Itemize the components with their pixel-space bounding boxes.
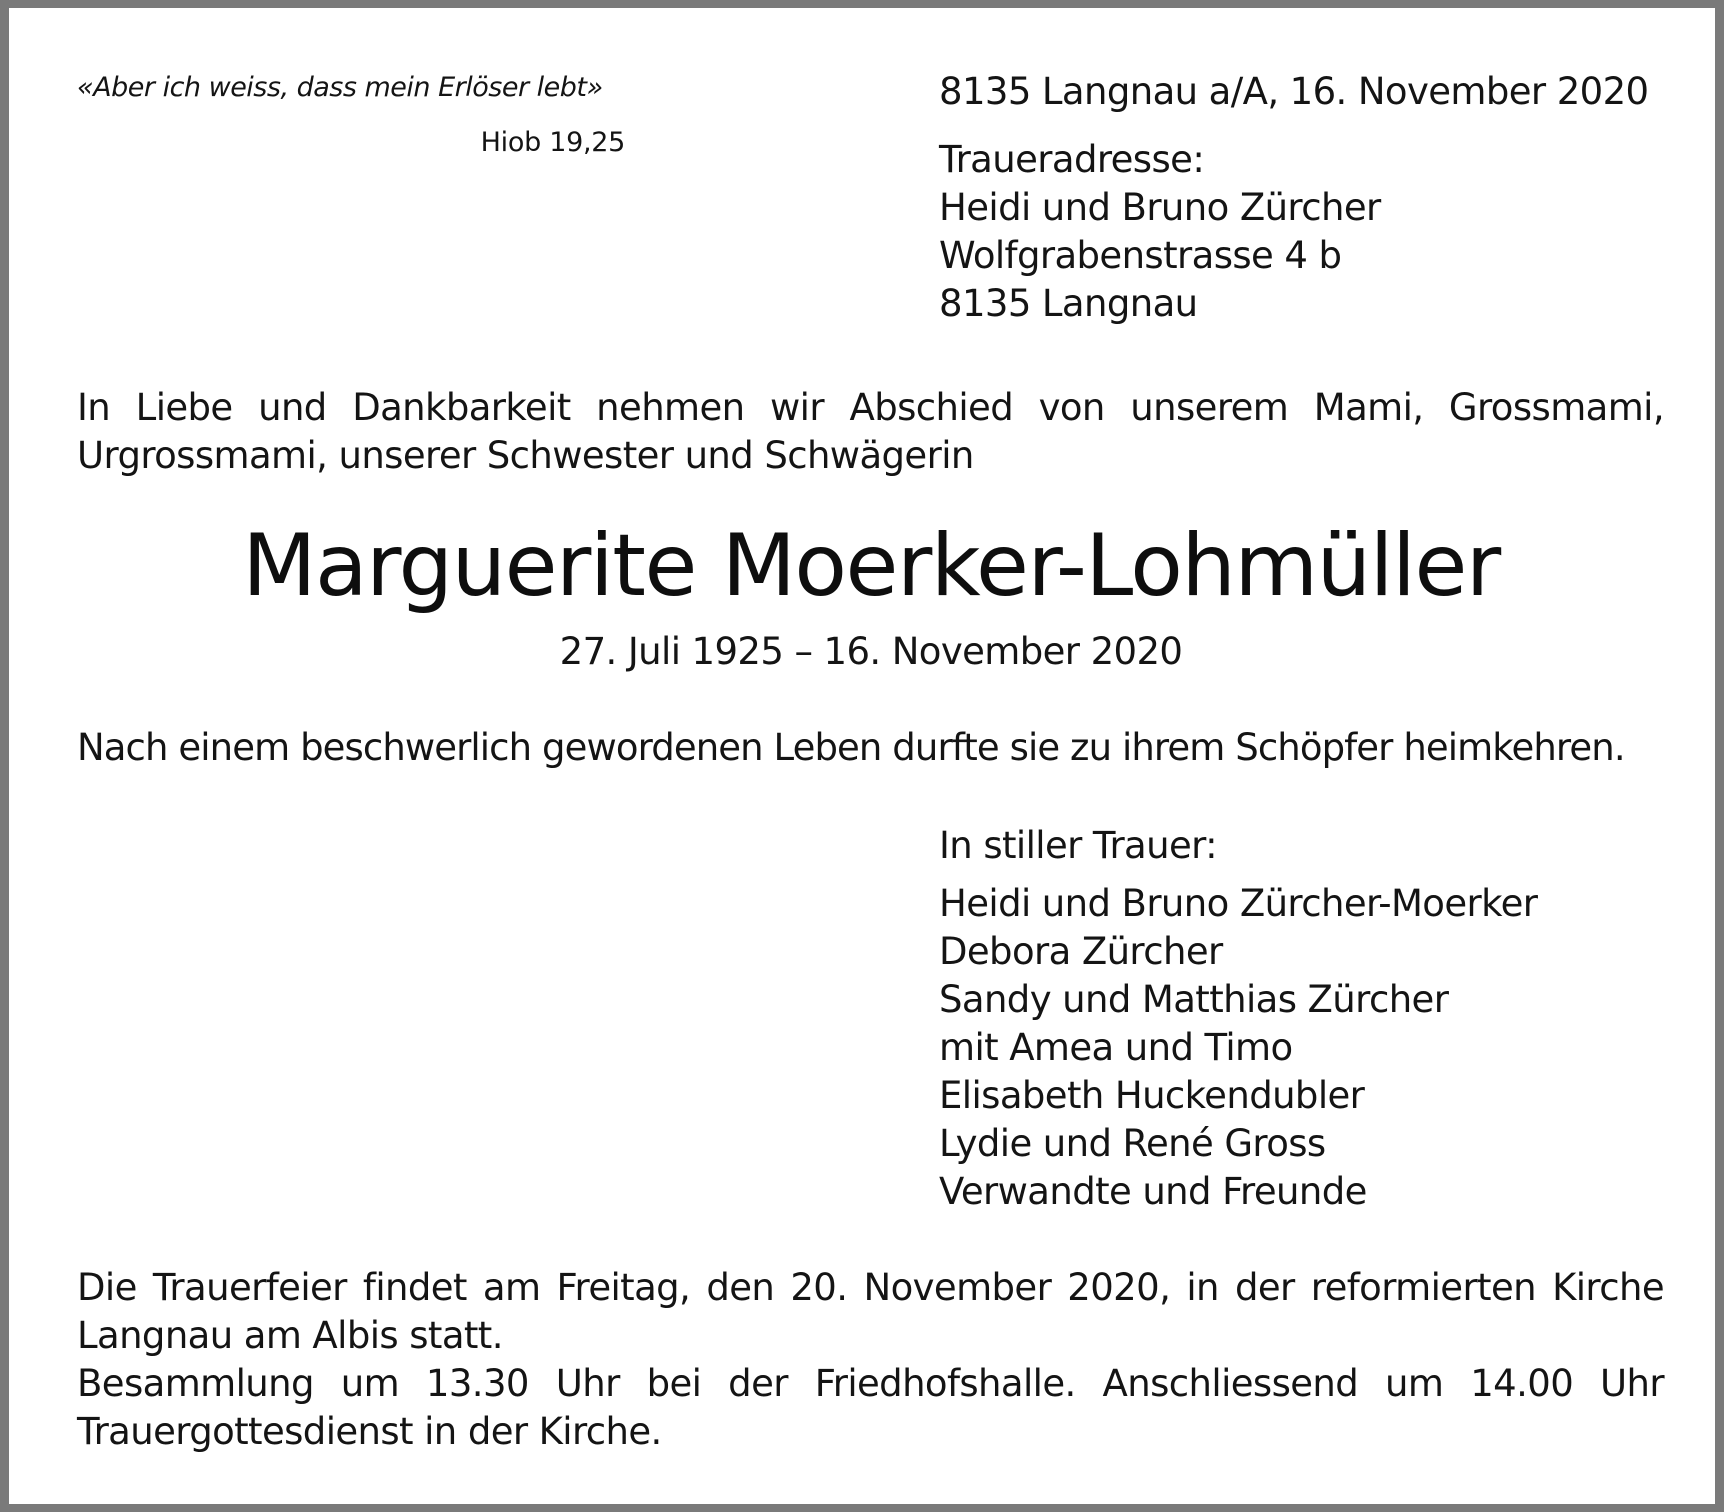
mourners-list	[939, 880, 1537, 1216]
address-line: 8135 Langnau	[939, 282, 1198, 325]
service-paragraph: Die Trauerfeier findet am Freitag, den 20. November 2020, in der reformierten Kirche Langnau am Albis statt.	[77, 1266, 1664, 1357]
place-date: 8135 Langnau a/A, 16. November 2020	[939, 70, 1649, 113]
mourner-name: Debora Zürcher	[939, 930, 1223, 973]
mourning-address	[939, 136, 1381, 328]
service-paragraph: Besammlung um 13.30 Uhr bei der Friedhofshalle. Anschliessend um 14.00 Uhr Trauergottesdienst in der Kirche.	[77, 1362, 1664, 1453]
motto-quote: «Aber ich weiss, dass mein Erlöser lebt»	[77, 72, 603, 103]
closing-line: Nach einem beschwerlich gewordenen Leben durfte sie zu ihrem Schöpfer heimkehren.	[77, 726, 1625, 769]
address-line: Heidi und Bruno Zürcher	[939, 186, 1381, 229]
mourner-name: Sandy und Matthias Zürcher	[939, 978, 1449, 1021]
mourner-name: Elisabeth Huckendubler	[939, 1074, 1365, 1117]
mourner-name: Lydie und René Gross	[939, 1122, 1326, 1165]
address-label: Traueradresse:	[939, 138, 1205, 181]
mourner-name: mit Amea und Timo	[939, 1026, 1293, 1069]
service-info	[77, 1264, 1664, 1456]
mourning-heading: In stiller Trauer:	[939, 824, 1217, 867]
mourner-name: Heidi und Bruno Zürcher-Moerker	[939, 882, 1538, 925]
life-dates: 27. Juli 1925 – 16. November 2020	[559, 630, 1183, 673]
address-line: Wolfgrabenstrasse 4 b	[939, 234, 1342, 277]
intro-text: In Liebe und Dankbarkeit nehmen wir Abschied von unserem Mami, Grossmami, Urgrossmami, unserer Schwester und Schwägerin	[77, 386, 1664, 477]
deceased-name: Marguerite Moerker-Lohmüller	[242, 516, 1500, 616]
mourner-name: Verwandte und Freunde	[939, 1170, 1367, 1213]
motto-reference: Hiob 19,25	[480, 127, 625, 158]
